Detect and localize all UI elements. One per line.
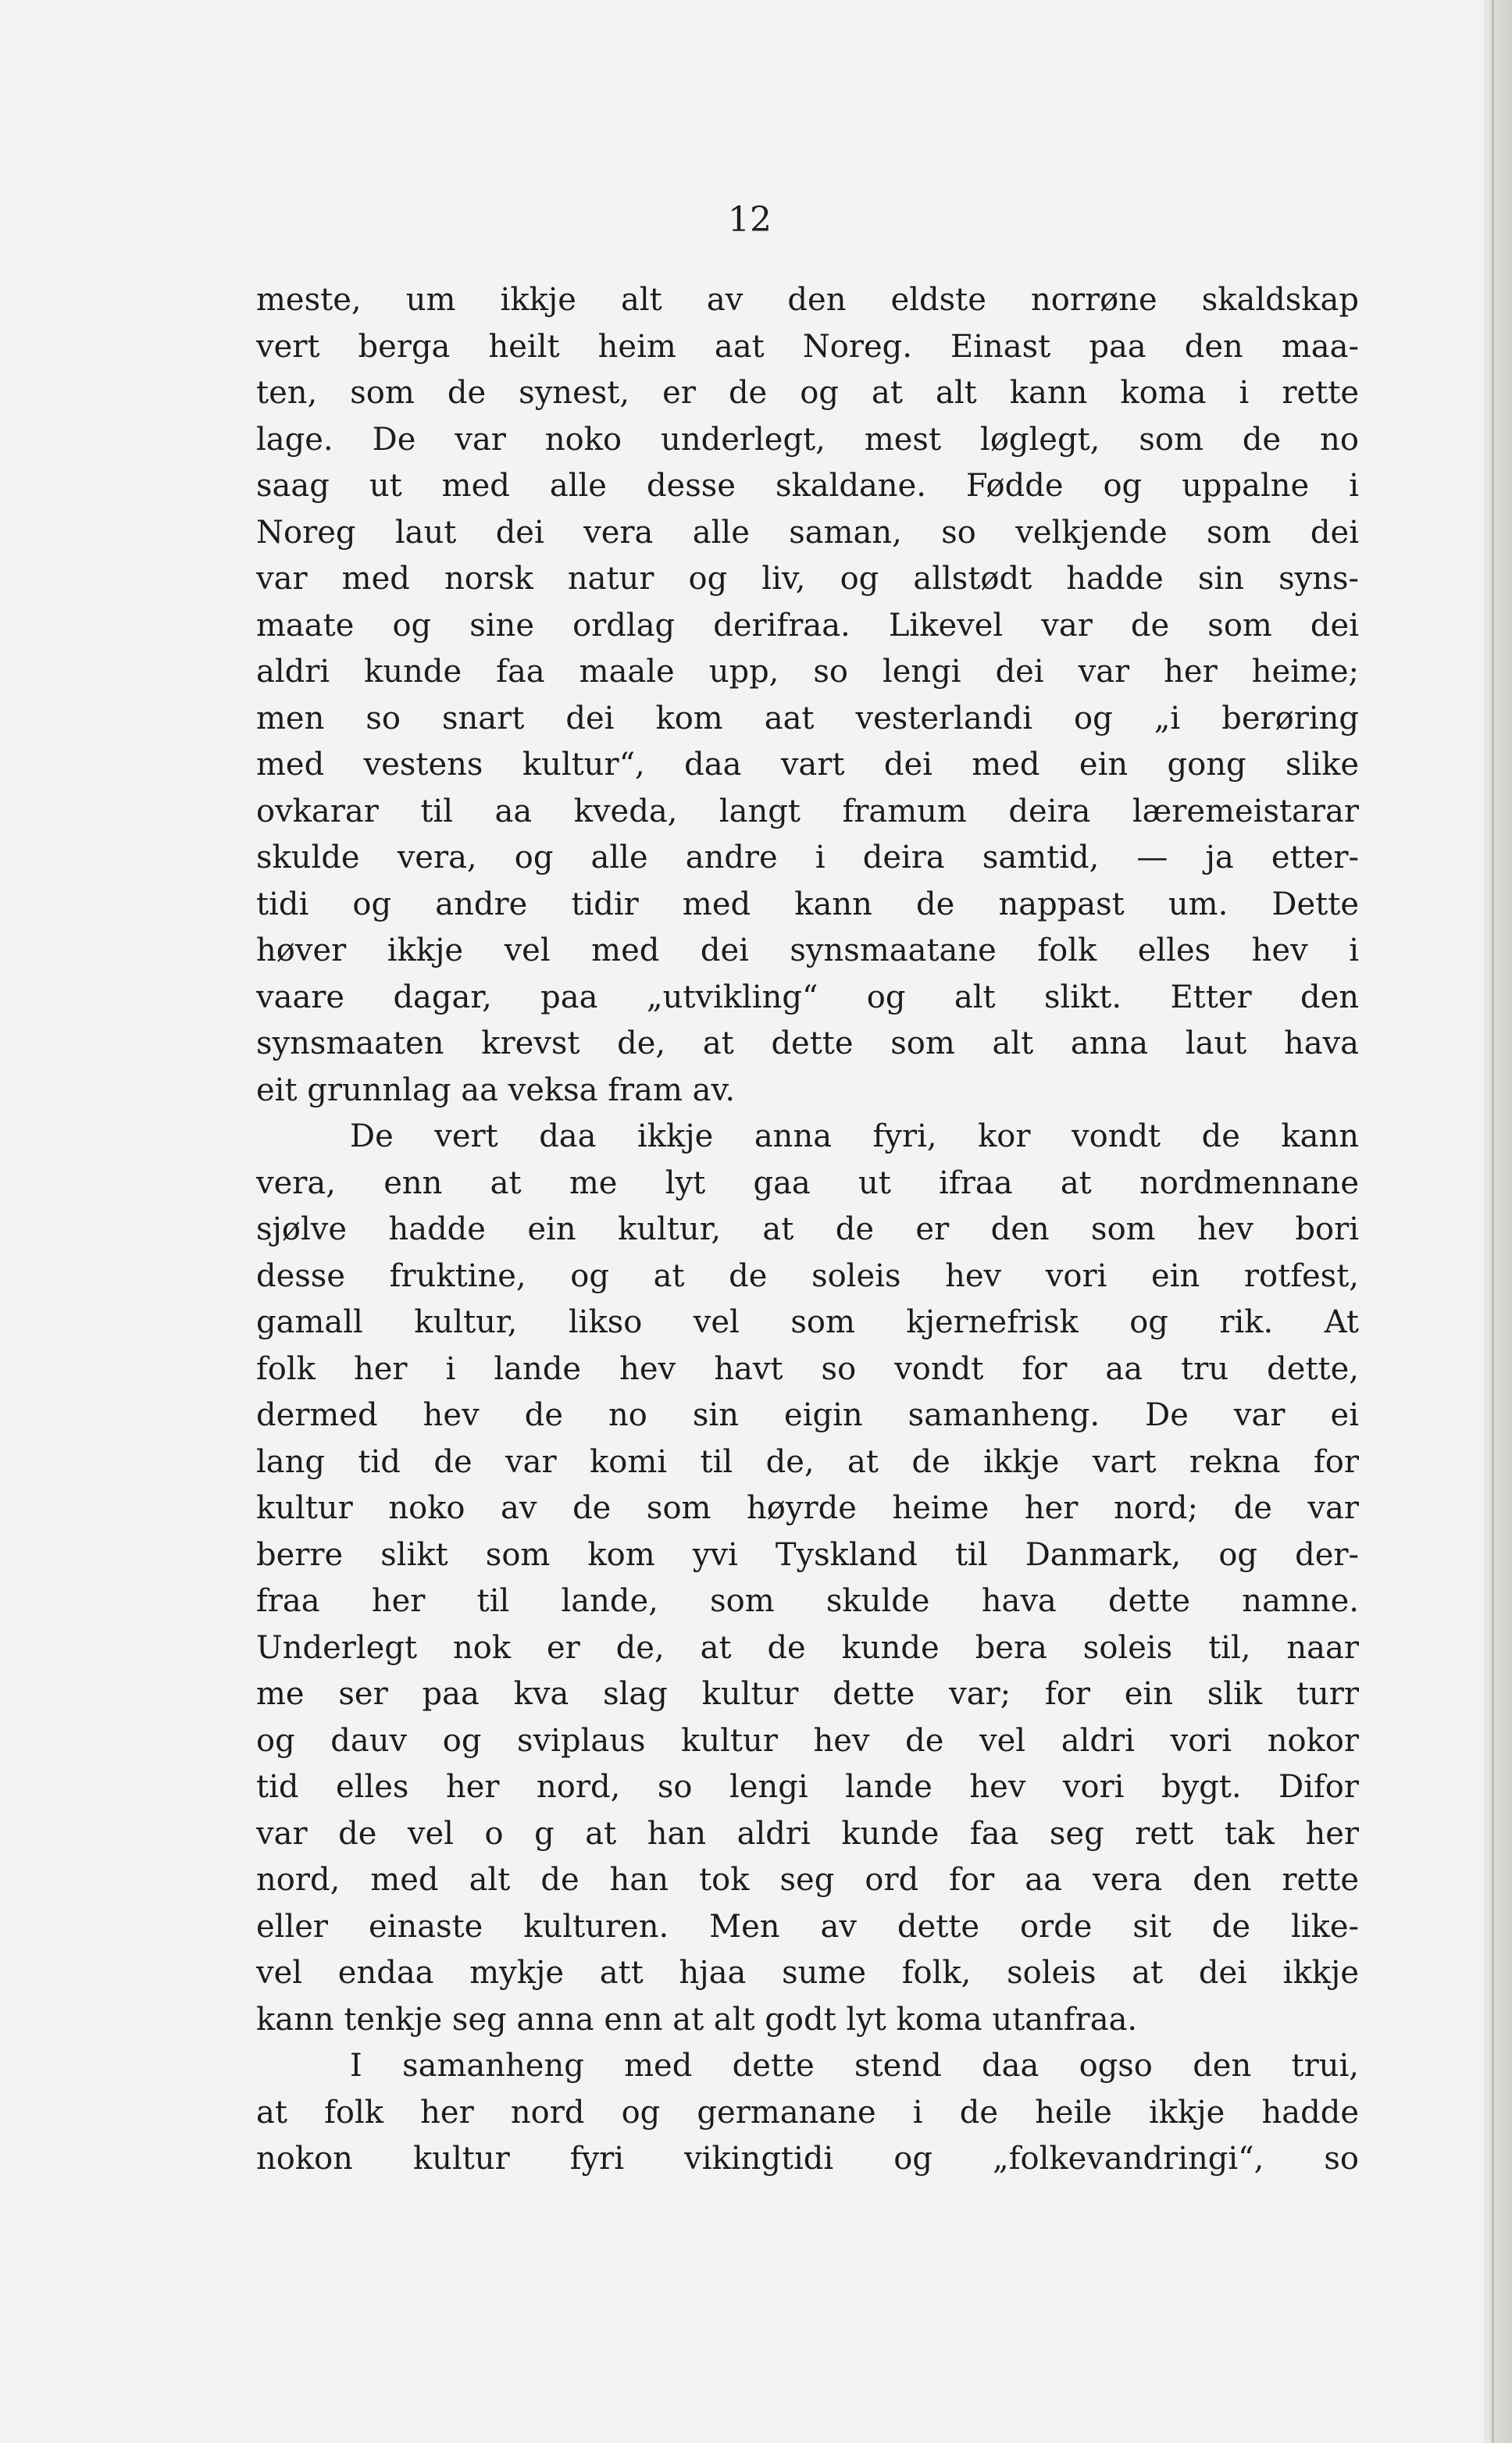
text-line: De vert daa ikkje anna fyri, kor vondt de kann — [350, 1118, 1359, 1154]
page-number: 12 — [728, 200, 772, 240]
text-line: nokon kultur fyri vikingtidi og „folkevandringi“, so — [256, 2141, 1359, 2177]
text-line: I samanheng med dette stend daa ogso den trui, — [350, 2048, 1359, 2084]
text-line: at folk her nord og germanane i de heile ikkje hadde — [256, 2094, 1359, 2131]
text-line: tid elles her nord, so lengi lande hev vori bygt. Difor — [256, 1769, 1359, 1805]
text-line: maate og sine ordlag derifraa. Likevel var de som dei — [256, 607, 1359, 644]
text-line: folk her i lande hev havt so vondt for aa tru dette, — [256, 1350, 1359, 1387]
text-line: gamall kultur, likso vel som kjernefrisk og rik. At — [256, 1304, 1359, 1340]
text-line: nord, med alt de han tok seg ord for aa vera den rette — [256, 1862, 1359, 1898]
text-line: sjølve hadde ein kultur, at de er den som hev bori — [256, 1211, 1359, 1247]
text-line: eller einaste kulturen. Men av dette orde sit de like- — [256, 1908, 1359, 1945]
text-line: vera, enn at me lyt gaa ut ifraa at nordmennane — [256, 1164, 1359, 1201]
text-line: dermed hev de no sin eigin samanheng. De var ei — [256, 1397, 1359, 1433]
text-line: me ser paa kva slag kultur dette var; for ein slik turr — [256, 1676, 1359, 1712]
text-line: ovkarar til aa kveda, langt framum deira læremeistarar — [256, 793, 1359, 829]
text-line: og dauv og sviplaus kultur hev de vel aldri vori nokor — [256, 1722, 1359, 1759]
text-line: Noreg laut dei vera alle saman, so velkjende som dei — [256, 514, 1359, 551]
text-line: men so snart dei kom aat vesterlandi og „i berøring — [256, 700, 1359, 736]
text-line: fraa her til lande, som skulde hava dette namne. — [256, 1583, 1359, 1619]
text-line: kann tenkje seg anna enn at alt godt lyt koma utanfraa. — [256, 2001, 1138, 2038]
text-line: var de vel o g at han aldri kunde faa seg rett tak her — [256, 1815, 1359, 1852]
text-line: ten, som de synest, er de og at alt kann koma i rette — [256, 375, 1359, 411]
text-line: lage. De var noko underlegt, mest løglegt, som de no — [256, 421, 1359, 458]
text-line: lang tid de var komi til de, at de ikkje vart rekna for — [256, 1443, 1359, 1480]
text-line: kultur noko av de som høyrde heime her nord; de var — [256, 1490, 1359, 1526]
text-line: berre slikt som kom yvi Tyskland til Danmark, og der- — [256, 1536, 1359, 1573]
body-text — [256, 277, 1359, 2183]
text-line: Underlegt nok er de, at de kunde bera soleis til, naar — [256, 1629, 1359, 1666]
text-line: synsmaaten krevst de, at dette som alt anna laut hava — [256, 1025, 1359, 1061]
text-line: høver ikkje vel med dei synsmaatane folk elles hev i — [256, 933, 1359, 968]
text-line: desse fruktine, og at de soleis hev vori ein rotfest, — [256, 1257, 1359, 1294]
text-line: med vestens kultur“, daa vart dei med ein gong slike — [256, 747, 1359, 783]
page-edge — [1484, 0, 1512, 2443]
text-line: meste, um ikkje alt av den eldste norrøne skaldskap — [256, 282, 1359, 318]
text-line: tidi og andre tidir med kann de nappast um. Dette — [256, 886, 1359, 922]
text-line: skulde vera, og alle andre i deira samtid, — ja etter- — [256, 840, 1359, 876]
page-edge-line — [1492, 0, 1494, 2443]
text-line: var med norsk natur og liv, og allstødt hadde sin syns- — [256, 561, 1359, 597]
text-line: vert berga heilt heim aat Noreg. Einast paa den maa- — [256, 328, 1359, 365]
text-line: vaare dagar, paa „utvikling“ og alt slikt. Etter den — [256, 979, 1359, 1015]
text-line: aldri kunde faa maale upp, so lengi dei var her heime; — [256, 654, 1359, 690]
text-line: vel endaa mykje att hjaa sume folk, soleis at dei ikkje — [256, 1955, 1359, 1991]
text-line: saag ut med alle desse skaldane. Fødde og uppalne i — [256, 468, 1359, 504]
text-line: eit grunnlag aa veksa fram av. — [256, 1072, 736, 1108]
